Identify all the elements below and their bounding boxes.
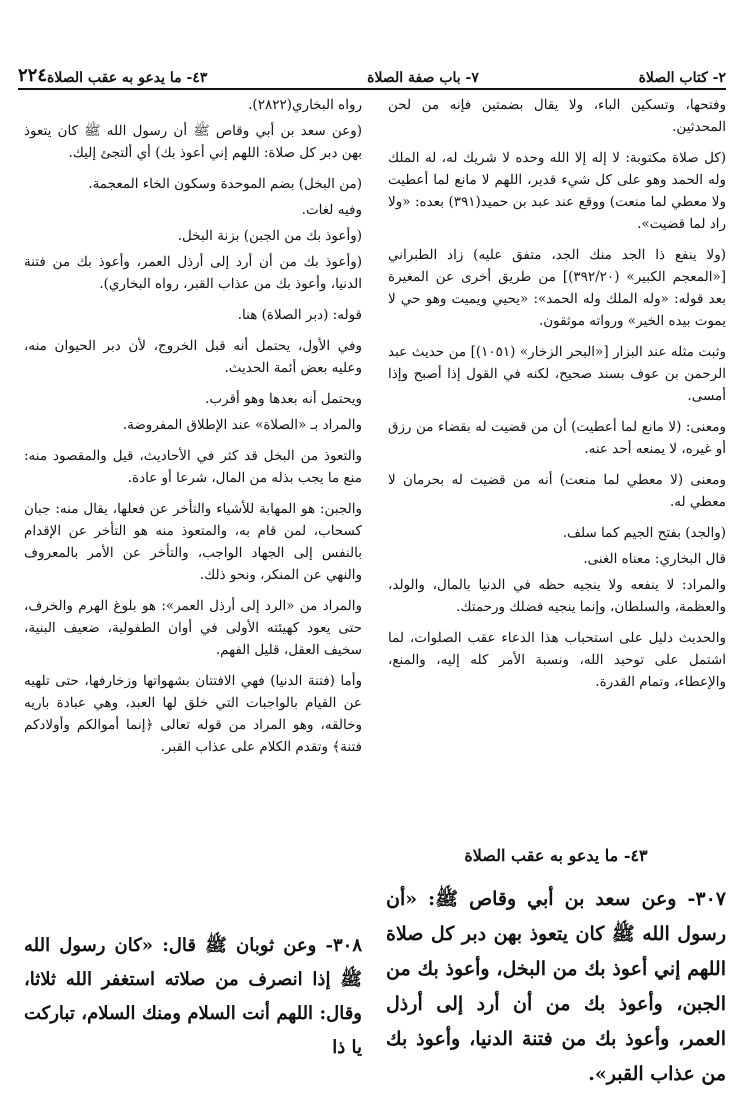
paragraph: (وعن سعد بن أبي وقاص ﷺ أن رسول الله ﷺ كان يتعوذ بهن دبر كل صلاة: اللهم إني أعوذ بك) أي ألتجئ إليك. — [24, 123, 362, 161]
paragraph: والمراد من «الرد إلى أرذل العمر»: هو بلوغ الهرم والخرف، حتى يعود كهيئته الأولى في أوان الطفولية، ضعيف البنية، سخيف العقل، قليل الفهم. — [24, 598, 362, 658]
left-column — [24, 94, 362, 767]
paragraph: والجبن: هو المهابة للأشياء والتأخر عن فعلها، يقال منه: جبان كسحاب، لمن قام به، والمتعوذ منه هو التأخر عن الإقدام بالنفس إلى الجهاد الواجب، والتأخر عن الأمر بالمعروف والنهي عن المنكر، ونحو ذلك. — [24, 501, 362, 583]
hadith-307-text: ٣٠٧- وعن سعد بن أبي وقاص ﷺ: «أن رسول الله ﷺ كان يتعوذ بهن دبر كل صلاة اللهم إني أعوذ بك من البخل، وأعوذ بك من الجبن، وأعوذ بك من أن أرد إلى أرذل العمر، وأعوذ بك من فتنة الدنيا، وأعوذ بك من عذاب القبر». — [386, 888, 726, 1085]
paragraph: وفيه لغات. — [301, 202, 362, 218]
header-section: ٧- باب صفة الصلاة — [367, 70, 479, 86]
paragraph: وأما (فتنة الدنيا) فهي الافتتان بشهواتها وزخارفها، حتى تلهيه عن القيام بالواجبات التي خلق لها العبد، وهي عبادة باريه وخالقه، وهو المراد من قوله تعالى ﴿إنما أموالكم وأولادكم فتنة﴾ وتقدم الكلام على عذاب القبر. — [24, 673, 362, 755]
paragraph: وثبت مثله عند البزار [«البحر الزخار» (١٠٥١)] من حديث عبد الرحمن بن عوف بسند صحيح، لكنه في القول إذا أصبح وإذا أمسى. — [388, 344, 726, 404]
paragraph: والمراد بـ «الصلاة» عند الإطلاق المفروضة. — [122, 417, 362, 433]
page-number: ٢٢٤ — [18, 65, 48, 86]
page-header — [18, 62, 726, 90]
paragraph: (من البخل) بضم الموحدة وسكون الخاء المعجمة. — [88, 176, 362, 192]
paragraph: والتعوذ من البخل قد كثر في الأحاديث، قيل والمقصود منه: منع ما يجب بذله من المال، شرعا أو عادة. — [24, 448, 362, 486]
paragraph: ويحتمل أنه بعدها وهو أقرب. — [205, 391, 362, 407]
paragraph: قال البخاري: معناه الغنى. — [583, 551, 726, 567]
header-subsection: ٤٣- ما يدعو به عقب الصلاة — [47, 70, 208, 86]
section-title: ٤٣- ما يدعو به عقب الصلاة — [464, 846, 648, 865]
paragraph: (ولا ينفع ذا الجد منك الجد، متفق عليه) زاد الطبراني [«المعجم الكبير» (٣٩٢/٢٠)] من طريق أخرى عن المغيرة بعد قوله: «وله الملك وله الحمد»: «يحيي ويميت وهو حي لا يموت بيده الخير» ورواته موثقون. — [388, 247, 726, 329]
paragraph: (وأعوذ بك من الجبن) بزنة البخل. — [177, 228, 362, 244]
paragraph: ومعنى (لا معطي لما منعت) أنه من قضيت له بحرمان لا معطي له. — [388, 472, 726, 510]
paragraph: ومعنى: (لا مانع لما أعطيت) أن من قضيت له بقضاء من رزق أو غيره، لا يمنعه أحد عنه. — [388, 419, 726, 457]
paragraph: والمراد: لا ينفعه ولا ينجيه حظه في الدنيا بالمال، والولد، والعظمة، والسلطان، وإنما ينجيه فضلك ورحمتك. — [388, 577, 726, 615]
paragraph: والحديث دليل على استحباب هذا الدعاء عقب الصلوات، لما اشتمل على توحيد الله، ونسبة الأمر كله إليه، والمنع، والإعطاء، وتمام القدرة. — [388, 630, 726, 690]
paragraph: قوله: (دبر الصلاة) هنا. — [237, 307, 362, 323]
paragraph: (وأعوذ بك من أن أرد إلى أرذل العمر، وأعوذ بك من فتنة الدنيا، وأعوذ بك من عذاب القبر، رواه البخاري). — [24, 254, 362, 292]
paragraph: رواه البخاري(٢٨٢٢). — [248, 97, 362, 113]
paragraph: (كل صلاة مكتوبة: لا إله إلا الله وحده لا شريك له، له الملك وله الحمد وهو على كل شيء قدير، اللهم لا مانع لما أعطيت ولا معطي لما منعت) ووقع عند عبد بن حميد(٣٩١) بعده: «ولا راد لما قضيت». — [388, 150, 726, 232]
right-column — [388, 94, 726, 702]
hadith-308-text: ٣٠٨- وعن ثوبان ﷺ قال: «كان رسول الله ﷺ إذا انصرف من صلاته استغفر الله ثلاثا، وقال: اللهم أنت السلام ومنك السلام، تباركت يا ذا — [24, 935, 362, 1058]
paragraph: وفتحها، وتسكين الباء، ولا يقال بضمتين فإنه من لحن المحدثين. — [388, 97, 726, 135]
paragraph: وفي الأول، يحتمل أنه قبل الخروج، لأن دبر الحيوان منه، وعليه بعض أئمة الحديث. — [24, 338, 362, 376]
paragraph: (والجد) بفتح الجيم كما سلف. — [562, 525, 726, 541]
header-chapter: ٢- كتاب الصلاة — [638, 70, 726, 86]
